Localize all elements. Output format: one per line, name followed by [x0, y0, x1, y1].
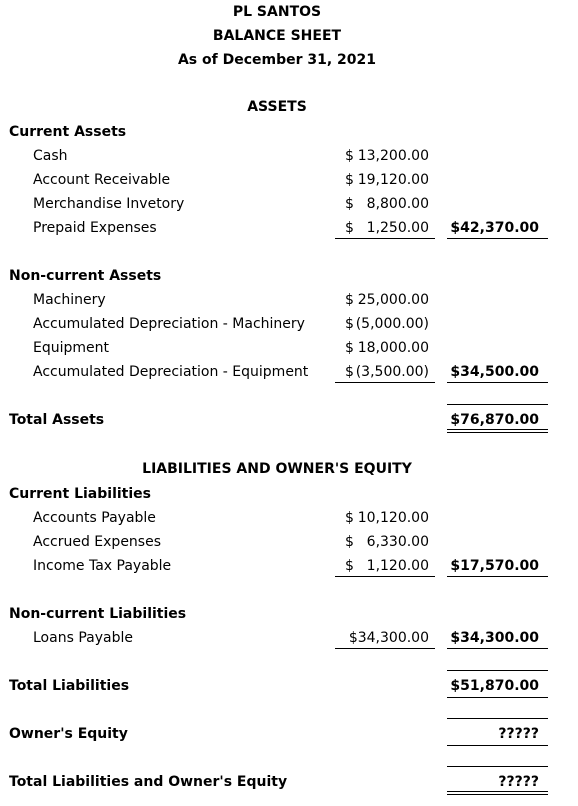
statement-title: BALANCE SHEET [212, 28, 342, 44]
line-item-name: Income Tax Payable [33, 558, 172, 574]
line-item-name: Machinery [33, 292, 106, 308]
line-item-name: Merchandise Invetory [33, 196, 185, 212]
owners-equity-label: Owner's Equity [9, 726, 128, 742]
company-name: PL SANTOS [232, 4, 322, 20]
underline [447, 745, 548, 746]
line-item-name: Accumulated Depreciation - Equipment [33, 364, 309, 380]
statement-date: As of December 31, 2021 [177, 52, 377, 68]
owners-equity-value: ????? [498, 726, 539, 742]
noncurrent-liabilities-label: Non-current Liabilities [9, 606, 187, 622]
line-item-amount: $ 6,330.00 [345, 534, 429, 550]
underline [447, 382, 548, 383]
line-item-amount: $ 25,000.00 [345, 292, 429, 308]
current-assets-total: $42,370.00 [450, 220, 539, 236]
line-item-name: Accrued Expenses [33, 534, 162, 550]
total-liabilities-equity-value: ????? [498, 774, 539, 790]
line-item-name: Cash [33, 148, 68, 164]
overline [447, 718, 548, 719]
noncurrent-assets-label: Non-current Assets [9, 268, 162, 284]
total-assets-value: $76,870.00 [450, 412, 539, 428]
line-item-name: Equipment [33, 340, 109, 356]
noncurrent-liabilities-total: $34,300.00 [450, 630, 539, 646]
overline [447, 670, 548, 671]
line-item-amount: $34,300.00 [348, 630, 429, 646]
double-underline [447, 432, 548, 433]
line-item-amount: $ 1,120.00 [345, 558, 429, 574]
current-assets-label: Current Assets [9, 124, 127, 140]
noncurrent-assets-total: $34,500.00 [450, 364, 539, 380]
current-liabilities-label: Current Liabilities [9, 486, 151, 502]
underline [447, 697, 548, 698]
assets-heading: ASSETS [247, 99, 307, 115]
double-underline [447, 794, 548, 795]
line-item-amount: $ (3,500.00) [345, 364, 429, 380]
line-item-amount: $ 8,800.00 [345, 196, 429, 212]
total-liabilities-label: Total Liabilities [9, 678, 130, 694]
line-item-amount: $ 13,200.00 [345, 148, 429, 164]
line-item-name: Loans Payable [33, 630, 133, 646]
underline [447, 576, 548, 577]
line-item-amount: $ 18,000.00 [345, 340, 429, 356]
overline [447, 766, 548, 767]
current-liabilities-total: $17,570.00 [450, 558, 539, 574]
underline [447, 238, 548, 239]
line-item-name: Accounts Payable [33, 510, 156, 526]
underline [447, 648, 548, 649]
double-underline [447, 791, 548, 792]
line-item-name: Account Receivable [33, 172, 171, 188]
total-liabilities-equity-label: Total Liabilities and Owner's Equity [9, 774, 288, 790]
underline [335, 238, 435, 239]
line-item-amount: $ 1,250.00 [345, 220, 429, 236]
underline [335, 576, 435, 577]
underline [335, 382, 435, 383]
underline [335, 648, 435, 649]
overline [447, 404, 548, 405]
liabilities-heading: LIABILITIES AND OWNER'S EQUITY [142, 461, 412, 477]
line-item-amount: $ 19,120.00 [345, 172, 429, 188]
line-item-amount: $ (5,000.00) [345, 316, 429, 332]
line-item-name: Accumulated Depreciation - Machinery [33, 316, 305, 332]
line-item-amount: $ 10,120.00 [345, 510, 429, 526]
total-assets-label: Total Assets [9, 412, 105, 428]
line-item-name: Prepaid Expenses [33, 220, 157, 236]
total-liabilities-value: $51,870.00 [450, 678, 539, 694]
double-underline [447, 429, 548, 430]
